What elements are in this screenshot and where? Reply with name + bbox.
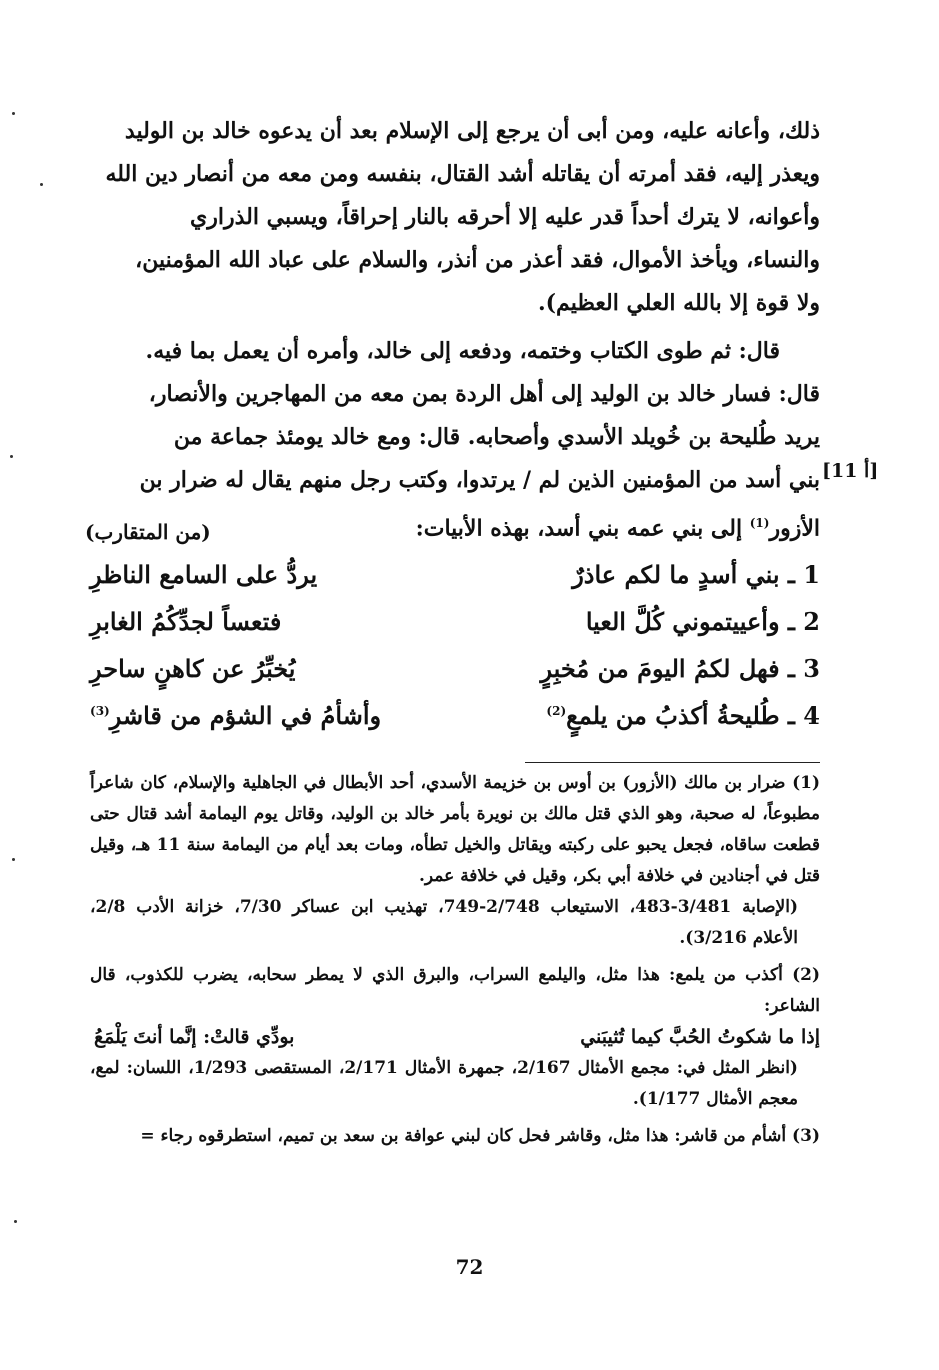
text-line: والنساء، ويأخذ الأموال، فقد أعذر من أنذر، والسلام على عباد الله المؤمنين، — [135, 247, 820, 273]
verse-text: 4 ـ طُليحةُ أكذبُ من يلمعٍ — [566, 701, 820, 730]
verse-text: وأشأمُ في الشؤم من قاشرِ — [109, 701, 382, 730]
poem-verse — [90, 560, 820, 607]
footnote-marker-3: (3) — [90, 704, 110, 718]
text-line: يريد طُليحة بن خُويلد الأسدي وأصحابه. قال: ومع خالد يومئذ جماعة من — [173, 424, 820, 450]
scan-speck — [14, 1220, 17, 1223]
footnote-3 — [90, 1121, 820, 1152]
verse-second-hemistich: يردُّ على السامع الناظرِ — [90, 560, 318, 589]
footnote-marker-2: (2) — [546, 704, 567, 718]
footnote-marker-1: (1) — [749, 516, 770, 530]
verse-second-hemistich — [90, 701, 420, 730]
text-line: ويعذر إليه، فقد أمرته أن يقاتله أشد القتال، بنفسه ومن معه من أنصار دين الله — [105, 161, 820, 187]
footnote-1 — [90, 768, 820, 954]
verse-first-hemistich: 2 ـ وأعييتموني كُلَّ العيا — [585, 607, 820, 636]
footnote-text: (3) أشأم من قاشر: هذا مثل، وقاشر فحل كان لبني عوافة بن سعد بن تميم، استطرقوه رجاء = — [140, 1126, 820, 1146]
verse-first-hemistich — [450, 701, 820, 730]
verse-first-hemistich: 3 ـ فهل لكمُ اليومَ من مُخبِرٍ — [540, 654, 820, 683]
footnote-sources: (انظر المثل في: مجمع الأمثال 2/167، جمهرة الأمثال 2/171، المستقصى 1/293، اللسان: لمع، معجم الأمثال 1/177). — [90, 1058, 798, 1109]
text-line — [400, 502, 820, 550]
text-line: بني أسد من المؤمنين الذين لم / يرتدوا، وكتب رجل منهم يقال له ضرار بن — [139, 467, 820, 493]
poem-verse — [90, 654, 820, 701]
text-line: قال: فسار خالد بن الوليد إلى أهل الردة بمن معه من المهاجرين والأنصار، — [148, 381, 820, 407]
footnotes — [90, 768, 820, 1158]
text-line: وأعوانه، لا يترك أحداً قدر عليه إلا أحرقه بالنار إحراقاً، ويسبي الذراري — [190, 204, 820, 230]
poetic-meter-label: (من المتقارب) — [85, 520, 211, 544]
poem-verse — [90, 701, 820, 748]
footnote-2 — [90, 960, 820, 1115]
text-line: ذلك، وأعانه عليه، ومن أبى أن يرجع إلى الإسلام بعد أن يدعوه خالد بن الوليد — [124, 118, 820, 144]
scan-speck — [40, 183, 43, 186]
text-line: ولا قوة إلا بالله العلي العظيم). — [537, 290, 820, 316]
verse-second-hemistich: فتعساً لجدِّكُمُ الغابرِ — [90, 607, 282, 636]
footnote-separator — [525, 762, 820, 763]
footnote-text: (2) أكذب من يلمع: هذا مثل، واليلمع السراب، والبرق الذي لا يمطر سحابه، يضرب للكذوب، قال الشاعر: — [90, 965, 820, 1016]
verse-second-hemistich: يُخبِّرُ عن كاهنٍ ساحرِ — [90, 654, 296, 683]
footnote-sources: (الإصابة 3/481-483، الاستيعاب 2/748-749، تهذيب ابن عساكر 7/30، خزانة الأدب 2/8، الأعلام 3/216). — [90, 897, 798, 948]
footnote-verse — [90, 1022, 820, 1053]
scan-speck — [12, 858, 15, 861]
manuscript-folio-note: [11 أ] — [822, 460, 879, 482]
poem — [90, 560, 820, 748]
paragraph-letter-sealed — [90, 330, 820, 373]
footnote-text: (1) ضرار بن مالك (الأزور) بن أوس بن خزيمة الأسدي، أحد الأبطال في الجاهلية والإسلام، كان شاعراً مطبوعاً، له صحبة، وهو الذي قتل مالك بن نويرة بأمر خالد بن الوليد، وقاتل يوم اليمامة أشد قتال حتى قطعت ساقاه، فجعل يحبو على ركبته ويقاتل والخيل تطأه، ومات بعد أيام من اليمامة سنة 11 هـ، وقيل قتل في أجنادين في خلافة أبي بكر، وقيل في خلافة عمر. — [90, 773, 820, 886]
verse-first-hemistich: إذا ما شكوتُ الحُبَّ كيما تُثيبَني — [580, 1026, 820, 1048]
verse-first-hemistich: 1 ـ بني أسدٍ ما لكم عاذرٌ — [572, 560, 820, 589]
paragraph-letter-end — [90, 110, 820, 325]
text-fragment: إلى بني عمه بني أسد، بهذه الأبيات: — [415, 515, 743, 542]
scan-speck — [12, 112, 15, 115]
verse-second-hemistich: بودِّي قالتْ: إنَّما أنتَ يَلْمَعُ — [94, 1026, 295, 1048]
page-number: 72 — [455, 1255, 484, 1279]
scan-speck — [10, 455, 13, 458]
text-fragment: الأزور — [769, 515, 820, 542]
poem-verse — [90, 607, 820, 654]
text-line: قال: ثم طوى الكتاب وختمه، ودفعه إلى خالد، وأمره أن يعمل بما فيه. — [145, 338, 780, 364]
